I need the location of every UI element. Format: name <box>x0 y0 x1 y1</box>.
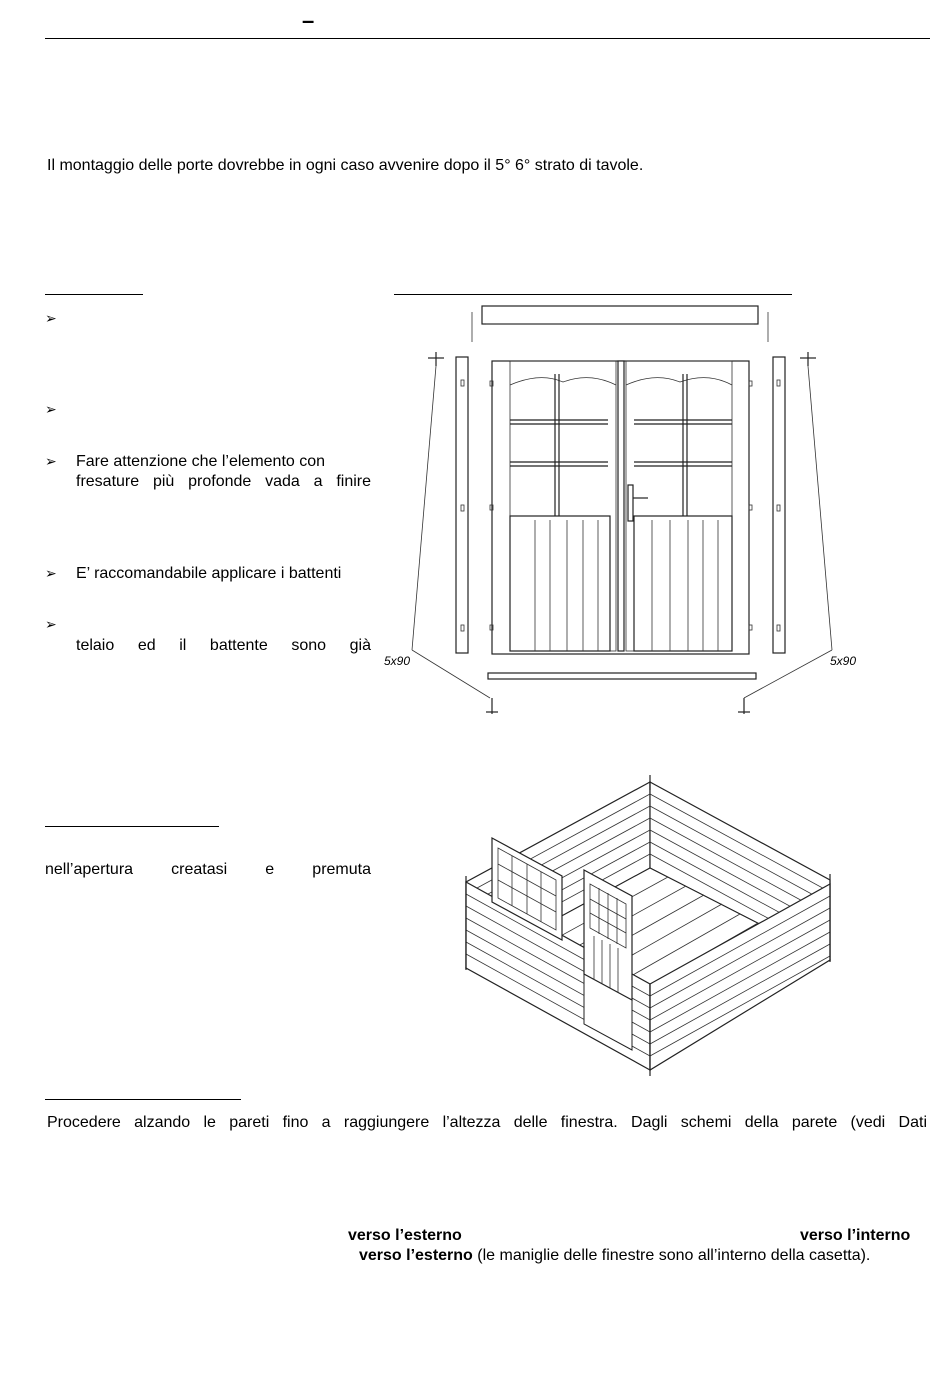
insert-heading-rule <box>45 826 219 827</box>
window-paragraph: Procedere alzando le pareti fino a raggiungere l’altezza delle finestra. Dagli schemi della parete (vedi Dati <box>47 1114 927 1131</box>
dimension-label-right: 5x90 <box>830 654 857 668</box>
insert-text: nell’apertura creatasi e premuta <box>45 861 371 878</box>
bullet-4-line-1: E’ raccomandabile applicare i battenti <box>76 565 342 582</box>
bold-text: verso l’esterno <box>348 1227 462 1244</box>
bullet-glyph: ➢ <box>45 453 57 469</box>
bullet-glyph: ➢ <box>45 616 57 632</box>
bullet-5-line-2: telaio ed il battente sono già <box>76 637 371 654</box>
header-dash: – <box>302 8 315 33</box>
bullet-glyph: ➢ <box>45 401 57 417</box>
bold-outside-1 <box>348 1226 462 1246</box>
header-rule <box>45 38 930 39</box>
closing-text: (le maniglie delle finestre sono all’interno della casetta). <box>472 1247 871 1264</box>
intro-text: Il montaggio delle porte dovrebbe in ogni caso avvenire dopo il 5° 6° strato di tavole. <box>47 157 644 174</box>
bold-text: verso l’interno <box>800 1227 911 1244</box>
bullet-3-line-1: Fare attenzione che l’elemento con <box>76 453 326 470</box>
window-heading-rule <box>45 1099 241 1100</box>
bullet-glyph: ➢ <box>45 310 57 326</box>
dimension-label-left: 5x90 <box>384 654 411 668</box>
window-closing-line <box>359 1246 870 1266</box>
door-figure-heading-rule <box>394 294 792 295</box>
bullet-3-line-2: fresature più profonde vada a finire <box>76 473 371 490</box>
bold-text: verso l’esterno <box>359 1247 473 1264</box>
bold-inside <box>800 1226 910 1246</box>
door-heading-rule <box>45 294 143 295</box>
bullet-glyph: ➢ <box>45 565 57 581</box>
